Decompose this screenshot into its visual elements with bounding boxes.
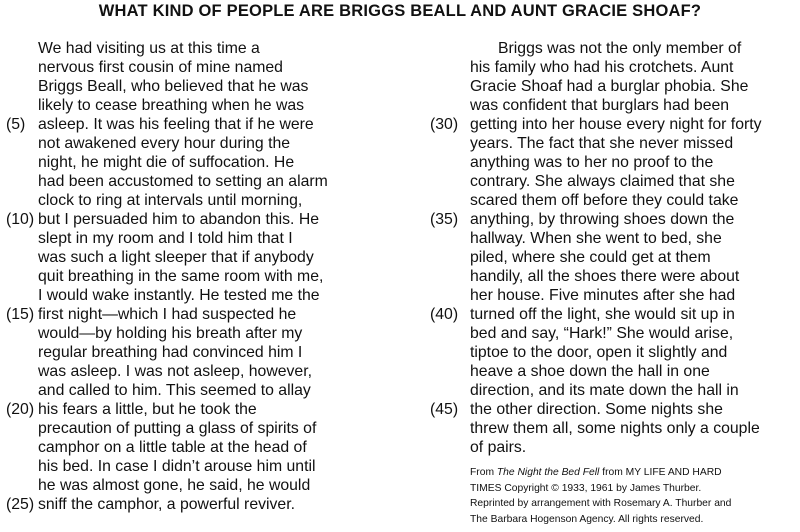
line-text: heave a shoe down the hall in one xyxy=(470,363,710,380)
passage-line xyxy=(430,267,800,286)
passage-line xyxy=(430,419,800,438)
passage-line xyxy=(0,286,400,305)
passage-line xyxy=(0,381,400,400)
line-text: Gracie Shoaf had a burglar phobia. She xyxy=(470,78,749,95)
left-column xyxy=(0,39,400,514)
line-text: I would wake instantly. He tested me the xyxy=(38,287,320,304)
line-text: direction, and its mate down the hall in xyxy=(470,382,739,399)
line-text: was such a light sleeper that if anybody xyxy=(38,249,314,266)
credit-line-3: Reprinted by arrangement with Rosemary A. Thurber and xyxy=(470,498,732,510)
line-text: We had visiting us at this time a xyxy=(38,40,260,57)
passage-line xyxy=(0,248,400,267)
line-number: (35) xyxy=(430,211,459,228)
line-text: her house. Five minutes after she had xyxy=(470,287,736,304)
line-text: was confident that burglars had been xyxy=(470,97,730,114)
line-text: Briggs was not the only member of xyxy=(498,40,742,57)
line-text: but I persuaded him to abandon this. He xyxy=(38,211,320,228)
line-text: bed and say, “Hark!” She would arise, xyxy=(470,325,734,342)
passage-line xyxy=(0,96,400,115)
passage-line xyxy=(0,362,400,381)
line-text: his family who had his crotchets. Aunt xyxy=(470,59,734,76)
line-text: likely to cease breathing when he was xyxy=(38,97,305,114)
line-text: he was almost gone, he said, he would xyxy=(38,477,311,494)
line-text: handily, all the shoes there were about xyxy=(470,268,740,285)
line-number: (40) xyxy=(430,306,459,323)
passage-line xyxy=(0,39,400,58)
passage-line xyxy=(430,39,800,58)
line-text: sniff the camphor, a powerful reviver. xyxy=(38,496,295,513)
passage-line xyxy=(430,77,800,96)
passage-line xyxy=(0,476,400,495)
passage-line xyxy=(0,400,400,419)
line-text: precaution of putting a glass of spirits of xyxy=(38,420,317,437)
line-text: camphor on a little table at the head of xyxy=(38,439,307,456)
passage-line xyxy=(0,267,400,286)
line-text: years. The fact that she never missed xyxy=(470,135,734,152)
credit-line-1-rest: from MY LIFE AND HARD xyxy=(599,467,722,478)
line-text: nervous first cousin of mine named xyxy=(38,59,283,76)
line-text: quit breathing in the same room with me, xyxy=(38,268,324,285)
line-text: hallway. When she went to bed, she xyxy=(470,230,722,247)
line-text: was asleep. I was not asleep, however, xyxy=(38,363,312,380)
line-text: turned off the light, she would sit up in xyxy=(470,306,735,323)
passage-line xyxy=(430,172,800,191)
line-text: anything was to her no proof to the xyxy=(470,154,714,171)
line-text: the other direction. Some nights she xyxy=(470,401,723,418)
line-text: of pairs. xyxy=(470,439,527,456)
passage-line xyxy=(430,58,800,77)
passage-line xyxy=(430,248,800,267)
line-text: not awakened every hour during the xyxy=(38,135,291,152)
passage-line xyxy=(430,191,800,210)
line-text: clock to ring at intervals until morning, xyxy=(38,192,303,209)
passage-line xyxy=(430,229,800,248)
line-text: asleep. It was his feeling that if he were xyxy=(38,116,314,133)
passage-line xyxy=(0,305,400,324)
line-text: contrary. She always claimed that she xyxy=(470,173,735,190)
passage-line xyxy=(430,286,800,305)
line-number: (25) xyxy=(6,496,35,513)
passage-line xyxy=(430,324,800,343)
passage-line xyxy=(430,362,800,381)
passage-line xyxy=(0,77,400,96)
passage-line xyxy=(0,58,400,77)
line-text: anything, by throwing shoes down the xyxy=(470,211,735,228)
passage-line xyxy=(430,153,800,172)
line-text: threw them all, some nights only a couple xyxy=(470,420,760,437)
passage-line xyxy=(0,438,400,457)
right-column xyxy=(430,39,800,457)
credit-line-2: TIMES Copyright © 1933, 1961 by James Thurber. xyxy=(470,482,702,494)
line-text: regular breathing had convinced him I xyxy=(38,344,303,361)
credit-line-4: The Barbara Hogenson Agency. All rights reserved. xyxy=(470,513,704,525)
passage-line xyxy=(0,343,400,362)
passage-line xyxy=(0,210,400,229)
line-text: piled, where she could get at them xyxy=(470,249,711,266)
passage-line xyxy=(430,134,800,153)
line-number: (5) xyxy=(6,116,26,133)
passage-line xyxy=(430,210,800,229)
line-number: (30) xyxy=(430,116,459,133)
passage-line xyxy=(430,381,800,400)
line-text: would—by holding his breath after my xyxy=(38,325,303,342)
line-text: had been accustomed to setting an alarm xyxy=(38,173,328,190)
passage-line xyxy=(0,153,400,172)
line-number: (10) xyxy=(6,211,35,228)
passage-line xyxy=(430,400,800,419)
passage-line xyxy=(0,457,400,476)
source-credit xyxy=(470,465,800,527)
line-text: tiptoe to the door, open it slightly and xyxy=(470,344,728,361)
passage-line xyxy=(430,343,800,362)
line-text: his bed. In case I didn’t arouse him until xyxy=(38,458,316,475)
credit-work-title: The Night the Bed Fell xyxy=(496,467,600,478)
line-text: slept in my room and I told him that I xyxy=(38,230,293,247)
passage-line xyxy=(0,495,400,514)
passage-line xyxy=(430,438,800,457)
credit-line-1 xyxy=(470,465,800,481)
line-text: and called to him. This seemed to allay xyxy=(38,382,311,399)
passage-line xyxy=(0,134,400,153)
passage-line xyxy=(430,96,800,115)
passage-line xyxy=(0,115,400,134)
passage-line xyxy=(0,191,400,210)
passage-line xyxy=(430,305,800,324)
passage-title: WHAT KIND OF PEOPLE ARE BRIGGS BEALL AND AUNT GRACIE SHOAF? xyxy=(98,2,702,20)
credit-prefix: From xyxy=(470,467,497,478)
passage-line xyxy=(0,324,400,343)
line-number: (45) xyxy=(430,401,459,418)
passage-line xyxy=(0,419,400,438)
passage-line xyxy=(0,172,400,191)
line-number: (20) xyxy=(6,401,35,418)
line-text: night, he might die of suffocation. He xyxy=(38,154,295,171)
line-text: first night—which I had suspected he xyxy=(38,306,297,323)
line-text: his fears a little, but he took the xyxy=(38,401,257,418)
line-text: scared them off before they could take xyxy=(470,192,739,209)
passage-line xyxy=(430,115,800,134)
line-number: (15) xyxy=(6,306,35,323)
passage-line xyxy=(0,229,400,248)
line-text: getting into her house every night for forty xyxy=(470,116,762,133)
line-text: Briggs Beall, who believed that he was xyxy=(38,78,309,95)
